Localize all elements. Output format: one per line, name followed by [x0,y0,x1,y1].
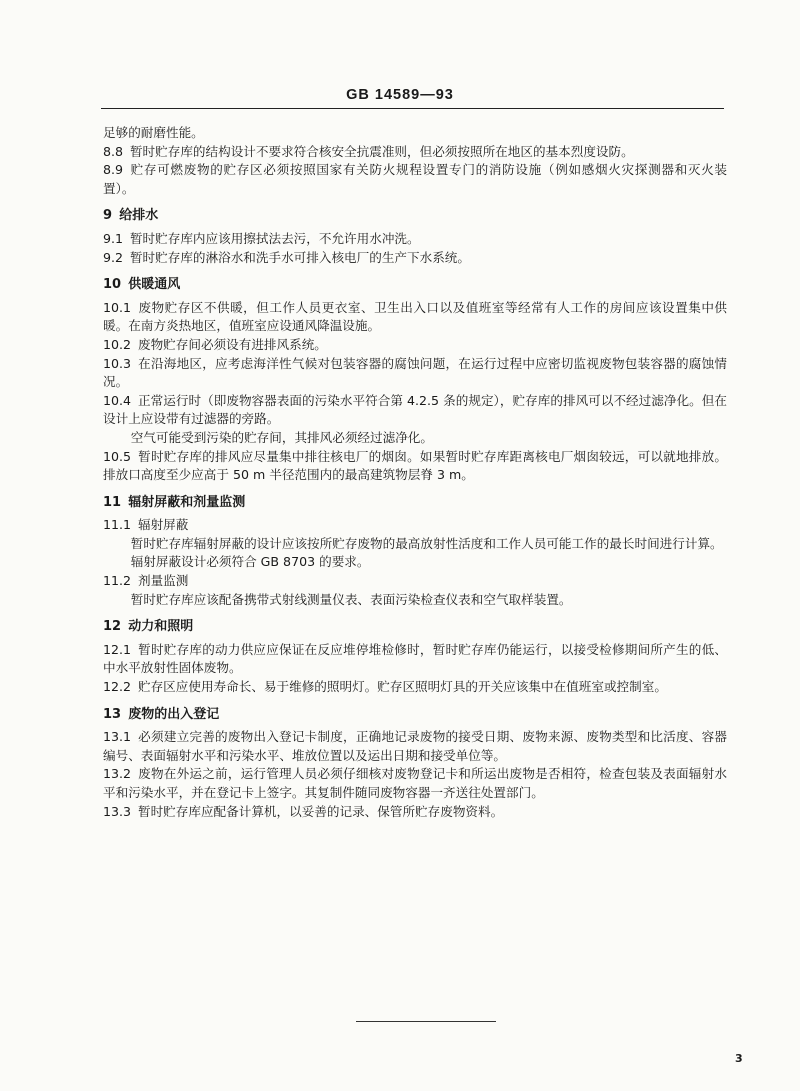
clause-number: 13.3 [103,803,132,819]
clause-paragraph [103,299,727,336]
indented-paragraph [103,429,727,448]
clause-paragraph [103,572,727,591]
clause-paragraph [103,516,727,535]
clause-paragraph [103,803,727,822]
clause-paragraph [103,448,727,485]
clause-text: 动力和照明 [128,619,194,635]
clause-number: 9.2 [103,249,124,265]
clause-number: 10.5 [103,448,132,464]
clause-paragraph [103,336,727,355]
clause-text: 暂时贮存库的淋浴水和洗手水可排入核电厂的生产下水系统。 [129,249,470,265]
clause-text: 供暖通风 [128,277,181,293]
clause-text: 辐射屏蔽设计必须符合 GB 8703 的要求。 [130,554,370,570]
header-rule [101,108,724,109]
clause-number: 8.9 [103,162,124,178]
document-body [103,124,727,821]
clause-text: 正常运行时（即废物容器表面的污染水平符合第 4.2.5 条的规定），贮存库的排风可以不经过滤净化。但在设计上应设带有过滤器的旁路。 [103,392,727,427]
clause-paragraph [103,124,727,143]
clause-paragraph [103,641,727,678]
clause-text: 给排水 [119,208,159,224]
clause-text: 暂时贮存库的排风应尽量集中排往核电厂的烟囱。如果暂时贮存库距离核电厂烟囱较远，可以就地排放。排放口高度至少应高于 50 m 半径范围内的最高建筑物层脊 3 m。 [103,448,727,483]
section-heading [103,207,727,226]
clause-number: 8.8 [103,143,124,159]
clause-paragraph [103,161,727,198]
clause-text: 暂时贮存库的结构设计不要求符合核安全抗震准则，但必须按照所在地区的基本烈度设防。 [129,143,634,159]
clause-text: 辐射屏蔽 [137,517,189,533]
clause-text: 空气可能受到污染的贮存间，其排风必须经过滤净化。 [130,429,433,445]
clause-text: 暂时贮存库的动力供应应保证在反应堆停堆检修时，暂时贮存库仍能运行，以接受检修期间所产生的低、中水平放射性固体废物。 [103,641,727,676]
section-heading [103,618,727,637]
clause-number: 10.4 [103,392,132,408]
clause-text: 废物在外运之前，运行管理人员必须仔细核对废物登记卡和所运出废物是否相符，检查包装及表面辐射水平和污染水平，并在登记卡上签字。其复制件随同废物容器一齐送往处置部门。 [103,766,727,800]
clause-number: 12.2 [103,679,132,695]
clause-number: 11.1 [103,517,132,533]
clause-number: 10.1 [103,299,132,315]
clause-text: 辐射屏蔽和剂量监测 [128,494,246,510]
indented-paragraph [103,535,727,554]
clause-paragraph [103,765,727,802]
clause-number: 11 [103,494,122,510]
clause-number: 9.1 [103,230,124,246]
clause-text: 废物贮存间必须设有进排风系统。 [137,336,327,352]
clause-text: 在沿海地区，应考虑海洋性气候对包装容器的腐蚀问题，在运行过程中应密切监视废物包装容器的腐蚀情况。 [103,355,727,390]
clause-text: 贮存区应使用寿命长、易于维修的照明灯。贮存区照明灯具的开关应该集中在值班室或控制室。 [137,679,667,695]
clause-text: 废物贮存区不供暖，但工作人员更衣室、卫生出入口以及值班室等经常有人工作的房间应该设置集中供暖。在南方炎热地区，值班室应设通风降温设施。 [103,299,727,334]
clause-text: 贮存可燃废物的贮存区必须按照国家有关防火规程设置专门的消防设施（例如感烟火灾探测器和灭火装置）。 [103,162,727,196]
clause-text: 暂时贮存库内应该用擦拭法去污，不允许用水冲洗。 [129,230,420,246]
clause-number: 13.1 [103,729,132,745]
clause-number: 10.3 [103,355,132,371]
clause-number: 12.1 [103,641,132,657]
clause-paragraph [103,230,727,249]
clause-text: 暂时贮存库应该配备携带式射线测量仪表、表面污染检查仪表和空气取样装置。 [130,591,572,607]
section-heading [103,706,727,725]
clause-number: 9 [103,208,113,224]
clause-number: 12 [103,619,122,635]
clause-text: 暂时贮存库应配备计算机，以妥善的记录、保管所贮存废物资料。 [137,803,504,819]
clause-number: 10 [103,277,122,293]
clause-text: 剂量监测 [137,573,189,589]
clause-paragraph [103,143,727,162]
clause-text: 足够的耐磨性能。 [103,125,204,140]
clause-paragraph [103,249,727,268]
clause-number: 10.2 [103,336,132,352]
footer-rule [356,1021,496,1022]
section-heading [103,276,727,295]
clause-paragraph [103,355,727,392]
clause-text: 必须建立完善的废物出入登记卡制度，正确地记录废物的接受日期、废物来源、废物类型和比活度、容器编号、表面辐射水平和污染水平、堆放位置以及运出日期和接受单位等。 [103,729,727,763]
indented-paragraph [103,591,727,610]
page-number: 3 [735,1052,743,1065]
indented-paragraph [103,553,727,572]
clause-text: 暂时贮存库辐射屏蔽的设计应该按所贮存废物的最高放射性活度和工作人员可能工作的最长时间进行计算。 [130,535,723,551]
section-heading [103,494,727,513]
clause-number: 11.2 [103,573,132,589]
clause-paragraph [103,392,727,429]
clause-number: 13.2 [103,766,132,782]
standard-header: GB 14589—93 [346,87,454,103]
clause-paragraph [103,678,727,697]
clause-text: 废物的出入登记 [128,706,220,722]
clause-paragraph [103,728,727,765]
clause-number: 13 [103,706,122,722]
